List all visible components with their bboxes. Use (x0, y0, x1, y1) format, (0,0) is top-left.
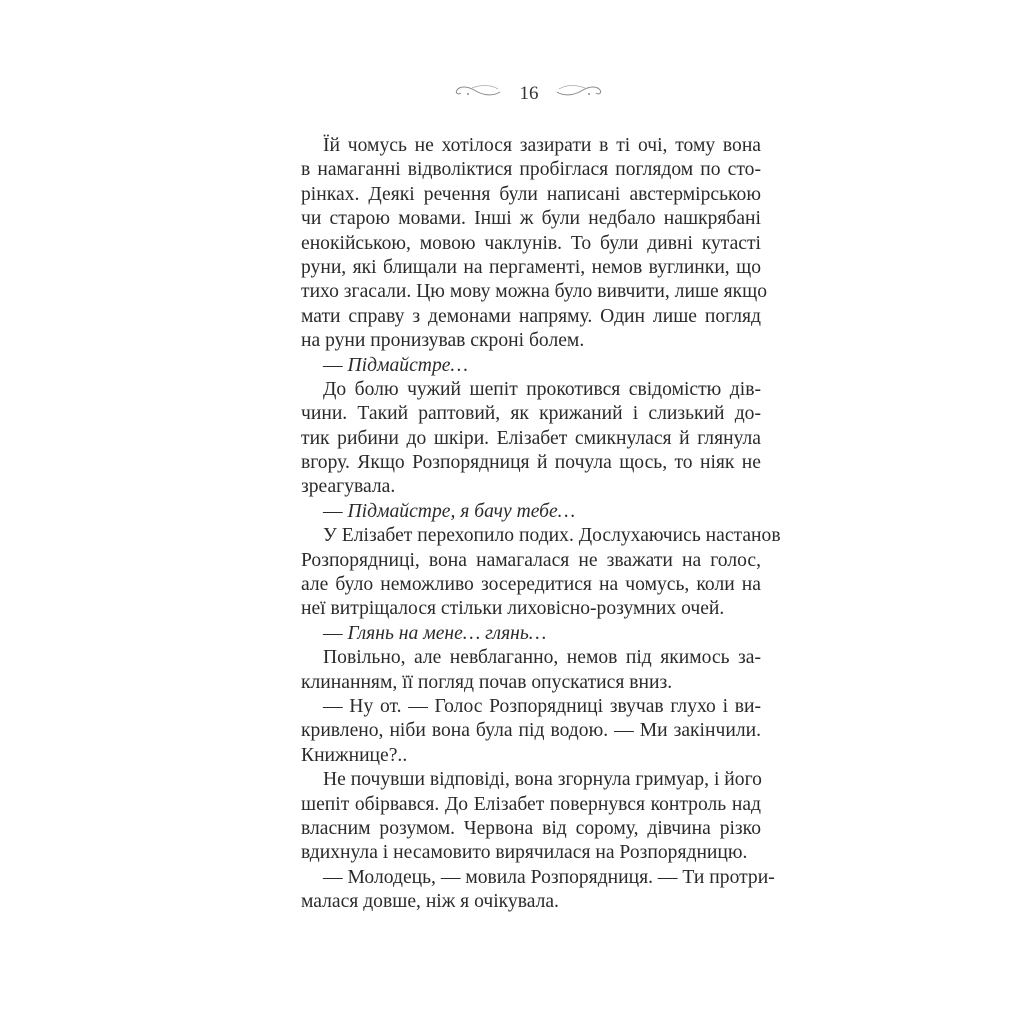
italic-speech: Підмайстре… (347, 354, 468, 376)
text-line (301, 134, 761, 158)
italic-speech: Підмайстре, я бачу тебе… (347, 500, 576, 522)
line-text: рінках. Деякі речення були написані австермірською (301, 183, 761, 205)
line-text: тик рибини до шкіри. Елізабет смикнулася й глянула (301, 427, 761, 449)
line-text: До болю чужий шепіт прокотився свідомістю дів- (323, 378, 761, 400)
text-line (301, 232, 761, 256)
body-text (301, 134, 781, 915)
text-line (301, 817, 761, 841)
text-line (301, 524, 781, 548)
line-text: власним розумом. Червона від сорому, дівчина різко (301, 817, 761, 839)
text-line (301, 475, 761, 499)
dialogue-line (301, 500, 761, 524)
line-text: мати справу з демонами напряму. Один лише погляд (301, 305, 761, 327)
text-line (301, 378, 761, 402)
flourish-ornament-right-icon (555, 81, 605, 101)
line-text: — (323, 622, 348, 644)
text-line (301, 744, 761, 768)
line-text: клинанням, її погляд почав опускатися вниз. (301, 671, 673, 693)
line-text: на руни пронизував скроні болем. (301, 330, 585, 352)
text-line (301, 329, 761, 353)
dialogue-line (301, 354, 761, 378)
line-text: шепіт обірвався. До Елізабет повернувся контроль над (301, 793, 761, 815)
line-text: Книжнице?.. (301, 744, 408, 766)
text-line (301, 158, 761, 182)
line-text: неї витріщалося стільки лиховісно-розумних очей. (301, 598, 725, 620)
line-text: чини. Такий раптовий, як крижаний і слизький до- (301, 403, 761, 425)
line-text: Не почувши відповіді, вона згорнула гримуар, і його (323, 769, 762, 791)
line-text: руни, які блищали на пергаменті, немов вуглинки, що (301, 256, 761, 278)
text-line (301, 256, 761, 280)
line-text: — Ну от. — Голос Розпорядниці звучав глухо і ви- (323, 695, 761, 717)
page-number: 16 (519, 83, 539, 104)
text-line (301, 890, 761, 914)
text-line (301, 451, 761, 475)
line-text: — Молодець, — мовила Розпорядниця. — Ти протри- (323, 866, 775, 888)
line-text: вгору. Якщо Розпорядниця й почула щось, то ніяк не (301, 452, 761, 474)
line-text: але було неможливо зосередитися на чомусь, коли на (301, 574, 761, 596)
text-line (301, 695, 761, 719)
line-text: в намаганні відволіктися пробіглася поглядом по сто- (301, 159, 761, 181)
text-line (301, 768, 761, 792)
line-text: тихо згасали. Цю мову можна було вивчити, лише якщо (301, 281, 768, 303)
text-line (301, 280, 768, 304)
line-text: Їй чомусь не хотілося зазирати в ті очі, тому вона (323, 135, 761, 156)
text-line (301, 549, 761, 573)
text-line (301, 597, 761, 621)
italic-speech: Глянь на мене… глянь… (347, 622, 547, 644)
line-text: — (323, 500, 348, 522)
flourish-ornament-left-icon (452, 81, 502, 101)
text-line (301, 402, 761, 426)
text-line (301, 866, 775, 890)
line-text: Розпорядниці, вона намагалася не зважати на голос, (301, 549, 761, 571)
line-text: малася довше, ніж я очікувала. (301, 891, 559, 913)
line-text: — (323, 354, 348, 376)
text-line (301, 646, 761, 670)
dialogue-line (301, 622, 761, 646)
text-line (301, 719, 761, 743)
text-line (301, 427, 761, 451)
text-line (301, 305, 761, 329)
line-text: вдихнула і несамовито вирячилася на Розпорядницю. (301, 842, 748, 864)
text-line (301, 671, 761, 695)
text-line (301, 183, 761, 207)
line-text: кривлено, ніби вона була під водою. — Ми закінчили. (301, 720, 761, 742)
line-text: зреагувала. (301, 476, 396, 498)
text-line (301, 573, 761, 597)
text-line (301, 793, 761, 817)
text-line (301, 207, 761, 231)
line-text: енокійською, мовою чаклунів. То були дивні кутасті (301, 232, 761, 254)
text-line (301, 841, 761, 865)
line-text: У Елізабет перехопило подих. Дослухаючись настанов (323, 525, 781, 547)
running-header (0, 78, 1024, 108)
line-text: чи старою мовами. Інші ж були недбало нашкрябані (301, 208, 761, 230)
line-text: Повільно, але невблаганно, немов під якимось за- (323, 647, 761, 669)
